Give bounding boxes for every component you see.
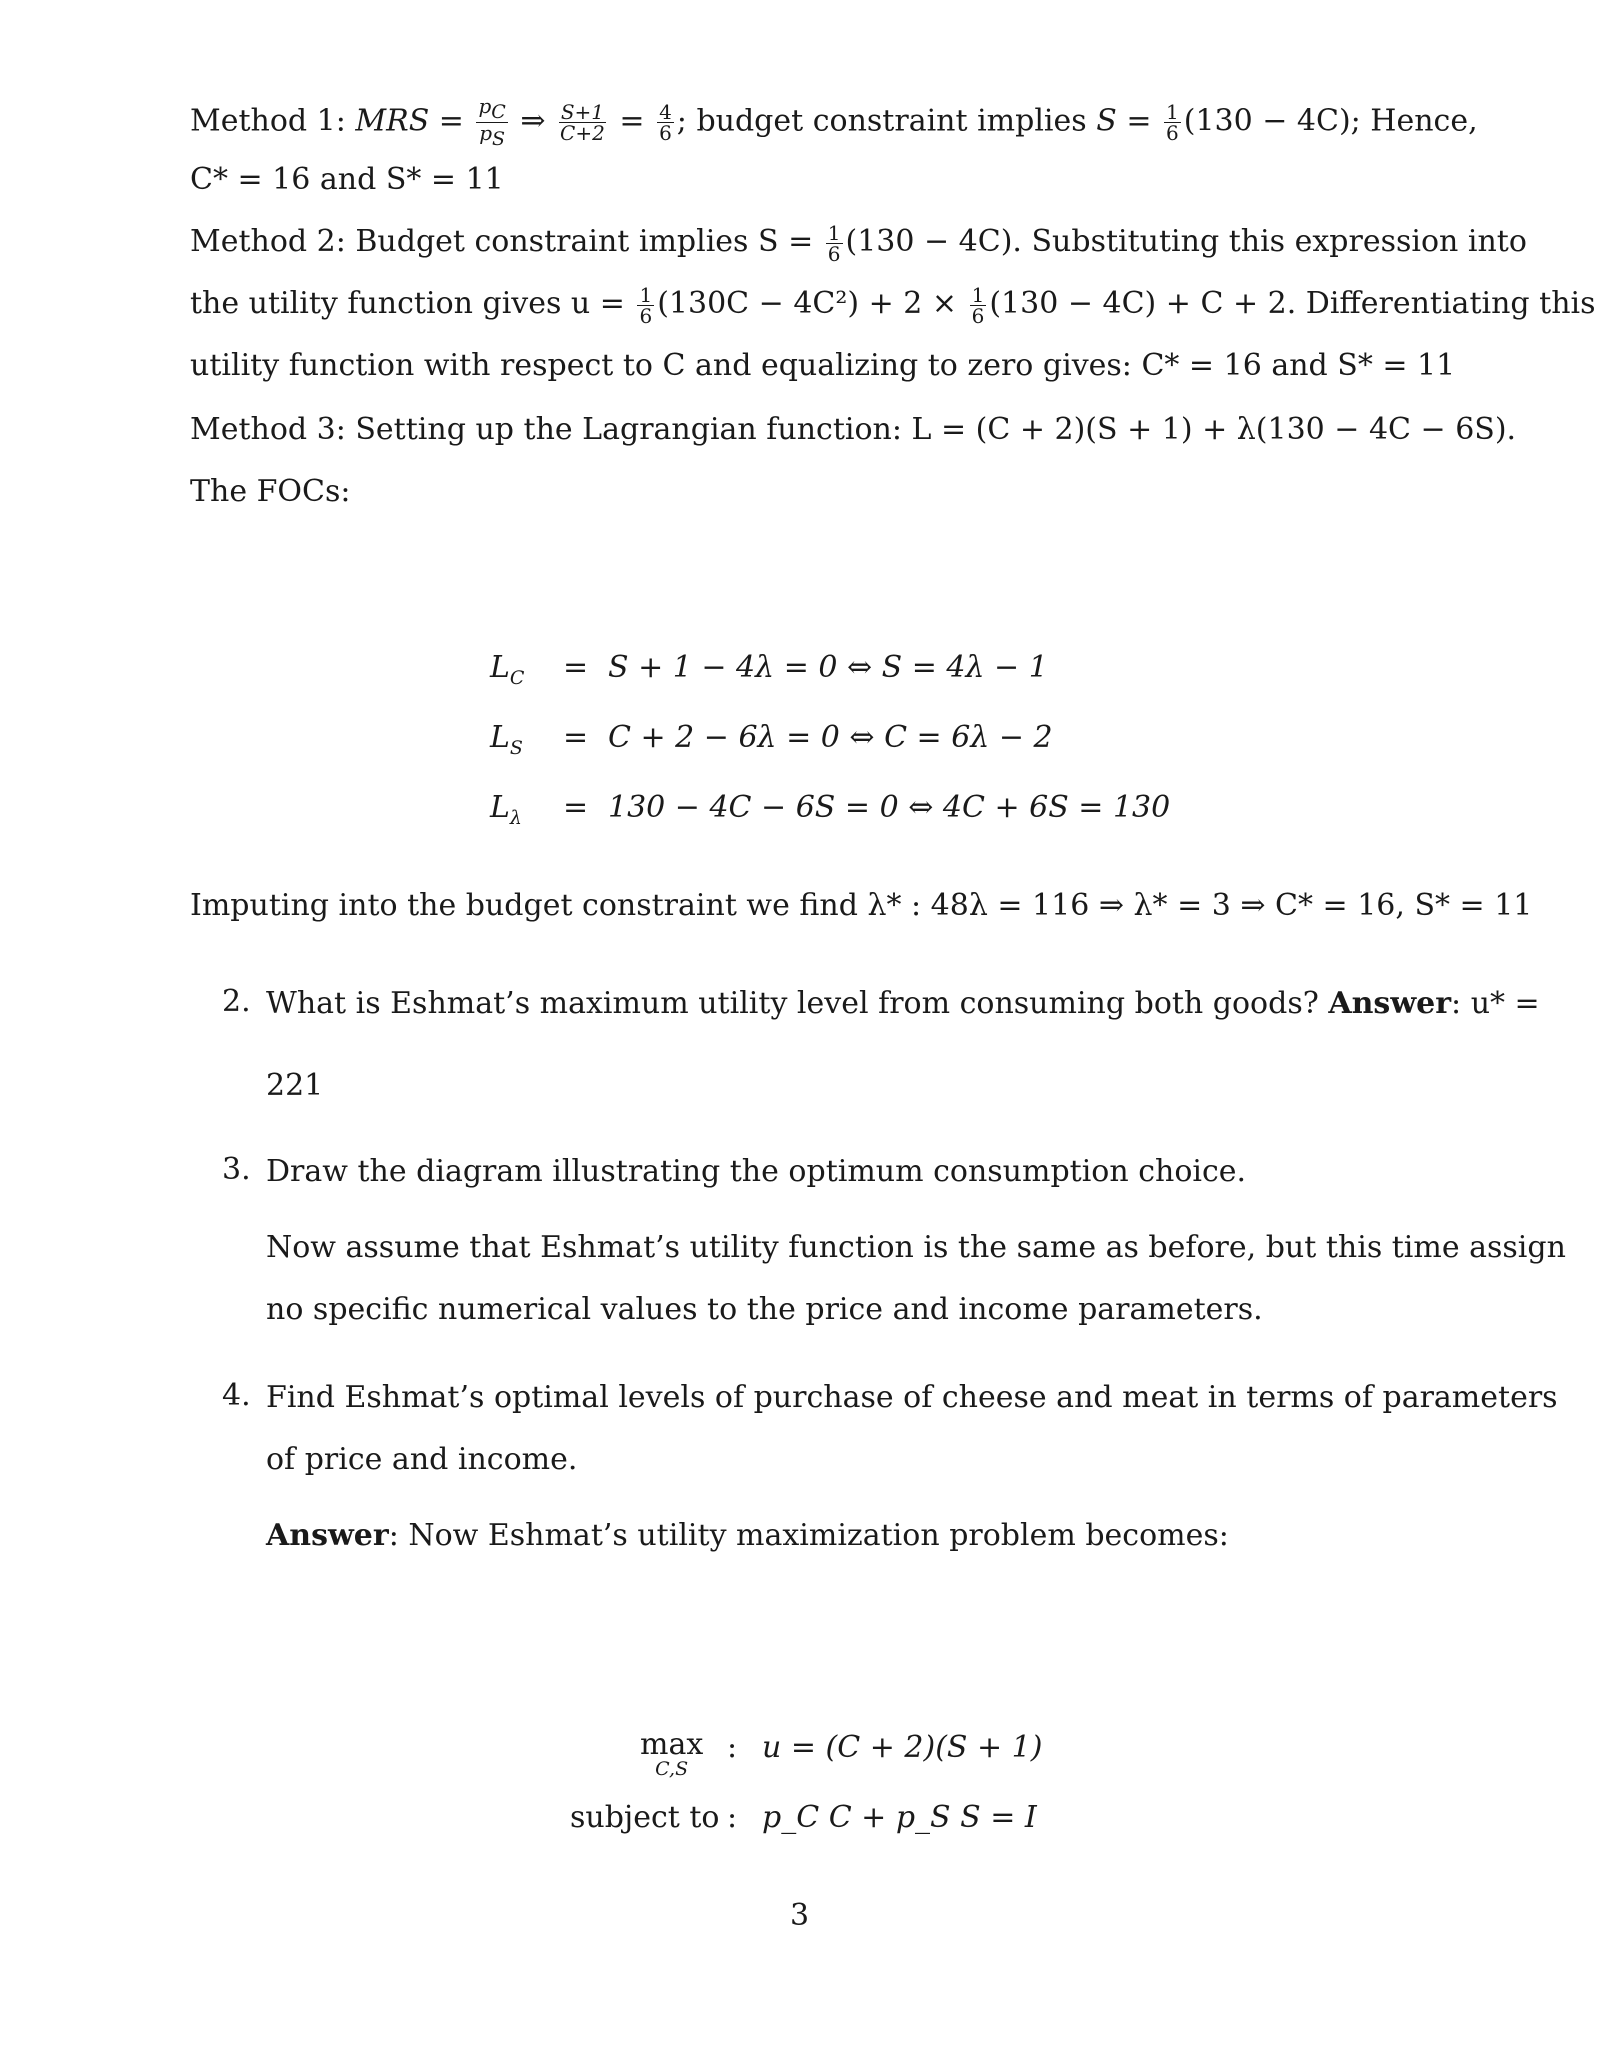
budget-constraint: p_C C + p_S S = I (762, 1800, 1037, 1835)
q4-answer: : Now Eshmat’s utility maximization problem becomes: (388, 1518, 1229, 1553)
method2-text-a: Method 2: Budget constraint implies S = (190, 224, 823, 259)
imputing-line: Imputing into the budget constraint we find λ* : 48λ = 116 ⇒ λ* = 3 ⇒ C* = 16, S* = 11 (190, 888, 1533, 923)
frac3-den: 6 (659, 121, 672, 145)
item-2-text (266, 984, 1540, 1024)
implies-arrow: ⇒ (510, 103, 556, 139)
frac1-den: p (479, 121, 493, 145)
frac-num: 1 (639, 282, 653, 307)
item-4-text1: Find Eshmat’s optimal levels of purchase of cheese and meat in terms of parameters (266, 1380, 1558, 1415)
max-subscript: C,S (655, 1758, 689, 1780)
method1-line2: C* = 16 and S* = 11 (190, 162, 504, 197)
foc-eq: = (563, 720, 589, 755)
max-operator (640, 1727, 704, 1780)
foc-lhs-symbol: L (490, 790, 510, 825)
frac1-den-sub: S (492, 128, 506, 150)
frac3-num: 4 (659, 100, 672, 124)
item-2-line2: 221 (266, 1068, 324, 1103)
frac-den: 6 (827, 241, 841, 266)
foc-lhs-symbol: L (490, 720, 510, 755)
method3-line1: Method 3: Setting up the Lagrangian function: L = (C + 2)(S + 1) + λ(130 − 4C − 6S). (190, 412, 1517, 447)
answer-label: Answer (266, 1518, 389, 1553)
colon: : (727, 1730, 738, 1765)
s-symbol: S (1096, 103, 1117, 139)
foc-rhs: S + 1 − 4λ = 0 ⇔ S = 4λ − 1 (608, 650, 1048, 685)
frac-den: 6 (971, 303, 985, 328)
one-sixth-fraction (970, 282, 987, 328)
frac-den: 6 (639, 303, 653, 328)
item-3-text: Draw the diagram illustrating the optimum consumption choice. (266, 1154, 1247, 1189)
item-4-number: 4. (222, 1378, 251, 1413)
foc-lhs-sub: λ (509, 807, 522, 829)
foc-lhs-sub: C (509, 667, 525, 689)
frac4-num: 1 (1166, 100, 1179, 124)
frac1-num-sub: C (491, 101, 506, 123)
item-3-number: 3. (222, 1152, 251, 1187)
one-sixth-fraction (1164, 102, 1181, 143)
frac-num: 1 (827, 220, 841, 245)
subject-to-label: subject to (570, 1800, 720, 1835)
method2-text-b: (130 − 4C). Substituting this expression into (845, 224, 1527, 259)
equals-sign: = (429, 103, 474, 139)
frac2-num: S+1 (560, 100, 605, 124)
method2-text-c: the utility function gives u = (190, 286, 635, 321)
method2-text-e: (130 − 4C) + C + 2. Differentiating this (989, 286, 1596, 321)
foc-lhs (490, 648, 550, 698)
equals-sign: = (609, 103, 655, 139)
item-4-answer (266, 1516, 1229, 1556)
answer-label: Answer (1328, 986, 1452, 1021)
foc-lhs-symbol: L (490, 650, 510, 685)
method2-line1 (190, 222, 1527, 264)
method2-line3: utility function with respect to C and equalizing to zero gives: C* = 16 and S* = 11 (190, 348, 1456, 383)
one-sixth-fraction (826, 220, 843, 266)
frac2-den: C+2 (560, 121, 605, 145)
frac4-den: 6 (1166, 121, 1179, 145)
method1-text: ; budget constraint implies (676, 103, 1097, 139)
item-3-para1: Now assume that Eshmat’s utility function is the same as before, but this time assign (266, 1230, 1566, 1265)
foc-eq: = (563, 790, 589, 825)
method1-expression: (130 − 4C); Hence, (1183, 103, 1478, 139)
max-word: max (640, 1727, 704, 1762)
foc-lhs (490, 718, 550, 768)
objective-function: u = (C + 2)(S + 1) (762, 1730, 1043, 1765)
item-2-number: 2. (222, 984, 251, 1019)
method1-label: Method 1: (190, 103, 356, 139)
method3-line2: The FOCs: (190, 474, 351, 509)
method2-text-d: (130C − 4C²) + 2 × (657, 286, 967, 321)
q2-question: What is Eshmat’s maximum utility level from consuming both goods? (266, 986, 1329, 1021)
foc-rhs: C + 2 − 6λ = 0 ⇔ C = 6λ − 2 (608, 720, 1053, 755)
colon: : (727, 1800, 738, 1835)
frac-num: 1 (971, 282, 985, 307)
foc-lhs (490, 788, 550, 838)
mrs-fraction (558, 102, 607, 143)
item-4-text2: of price and income. (266, 1442, 578, 1477)
page-number: 3 (790, 1898, 810, 1933)
q2-answer: : u* = (1451, 986, 1540, 1021)
mrs-symbol: MRS (355, 103, 430, 139)
one-sixth-fraction (637, 282, 654, 328)
foc-rhs: 130 − 4C − 6S = 0 ⇔ 4C + 6S = 130 (608, 790, 1171, 825)
equals-sign: = (1116, 103, 1161, 139)
foc-lhs-sub: S (509, 737, 523, 759)
four-sixths-fraction (657, 102, 674, 143)
frac1-num: p (478, 94, 492, 118)
item-3-para2: no specific numerical values to the price and income parameters. (266, 1292, 1263, 1327)
foc-eq: = (563, 650, 589, 685)
price-ratio-fraction (476, 96, 507, 149)
method2-line2 (190, 284, 1596, 326)
method1-line1 (190, 96, 1478, 149)
